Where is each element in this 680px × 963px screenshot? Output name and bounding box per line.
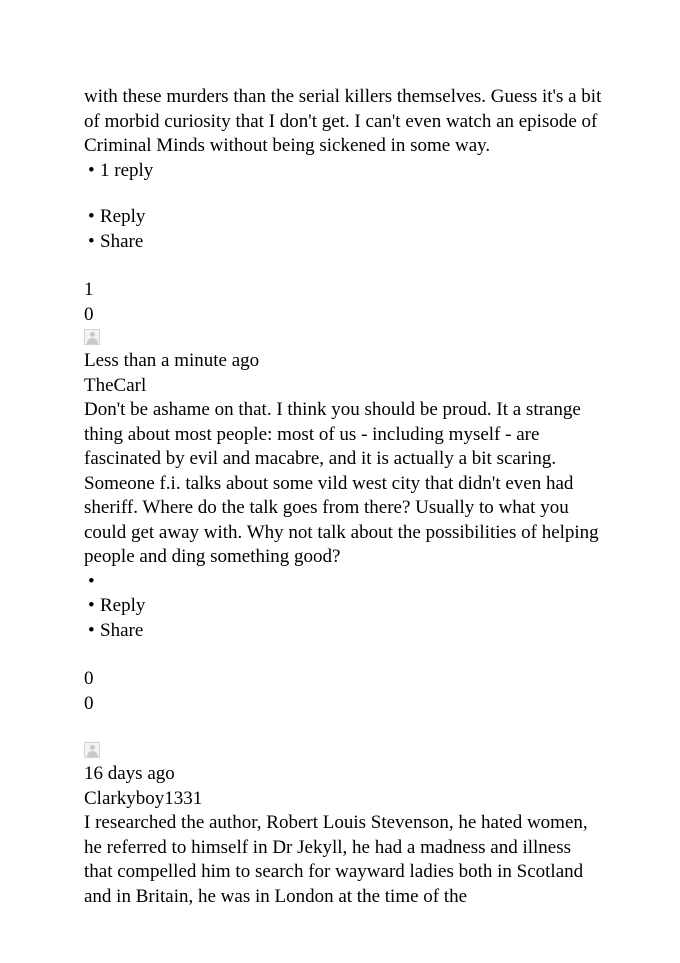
action-item bbox=[88, 230, 604, 255]
replies-item bbox=[88, 159, 604, 184]
reply-link[interactable]: Reply bbox=[100, 595, 146, 616]
action-item bbox=[88, 594, 604, 619]
reply-link[interactable]: Reply bbox=[100, 206, 146, 227]
comment-thread bbox=[84, 85, 604, 909]
action-item bbox=[88, 205, 604, 230]
user-avatar-placeholder-icon[interactable] bbox=[84, 329, 100, 345]
replies-item bbox=[88, 570, 604, 595]
comment-body: with these murders than the serial killers themselves. Guess it's a bit of morbid curiosity that I don't get. I can't even watch an episode of Criminal Minds without being sickened in some way. bbox=[84, 86, 602, 156]
comment-body: Don't be ashame on that. I think you should be proud. It a strange thing about most people: most of us - including myself - are fascinated by evil and macabre, and it is actually a bit scaring. Someone f.i. talks about some vild west city that didn't even had sheriff. Where do the talk goes from there? Usually to what you could get away with. Why not talk about the possibilities of helping people and ding something good? bbox=[84, 399, 599, 567]
replies-list bbox=[84, 570, 604, 595]
upvote-count[interactable]: 0 bbox=[84, 668, 94, 689]
comment bbox=[84, 85, 604, 327]
comment-timestamp: Less than a minute ago bbox=[84, 350, 260, 371]
share-link[interactable]: Share bbox=[100, 619, 144, 641]
comment-author[interactable]: Clarkyboy1331 bbox=[84, 787, 203, 809]
share-link[interactable]: Share bbox=[100, 230, 144, 252]
downvote-count[interactable]: 0 bbox=[84, 303, 94, 325]
comment bbox=[84, 742, 604, 909]
comment-timestamp: 16 days ago bbox=[84, 763, 175, 784]
comment-actions bbox=[84, 205, 604, 254]
downvote-count[interactable]: 0 bbox=[84, 692, 94, 714]
action-item bbox=[88, 619, 604, 644]
user-avatar-placeholder-icon[interactable] bbox=[84, 742, 100, 758]
replies-link[interactable]: 1 reply bbox=[100, 159, 154, 181]
replies-list bbox=[84, 159, 604, 184]
comment-body: I researched the author, Robert Louis Stevenson, he hated women, he referred to himself in Dr Jekyll, he had a madness and illness that compelled him to search for wayward ladies both in Scotland and in Britain, he was in London at the time of the bbox=[84, 812, 588, 907]
upvote-count[interactable]: 1 bbox=[84, 279, 94, 300]
comment-author[interactable]: TheCarl bbox=[84, 374, 147, 396]
comment bbox=[84, 329, 604, 740]
comment-actions bbox=[84, 594, 604, 643]
